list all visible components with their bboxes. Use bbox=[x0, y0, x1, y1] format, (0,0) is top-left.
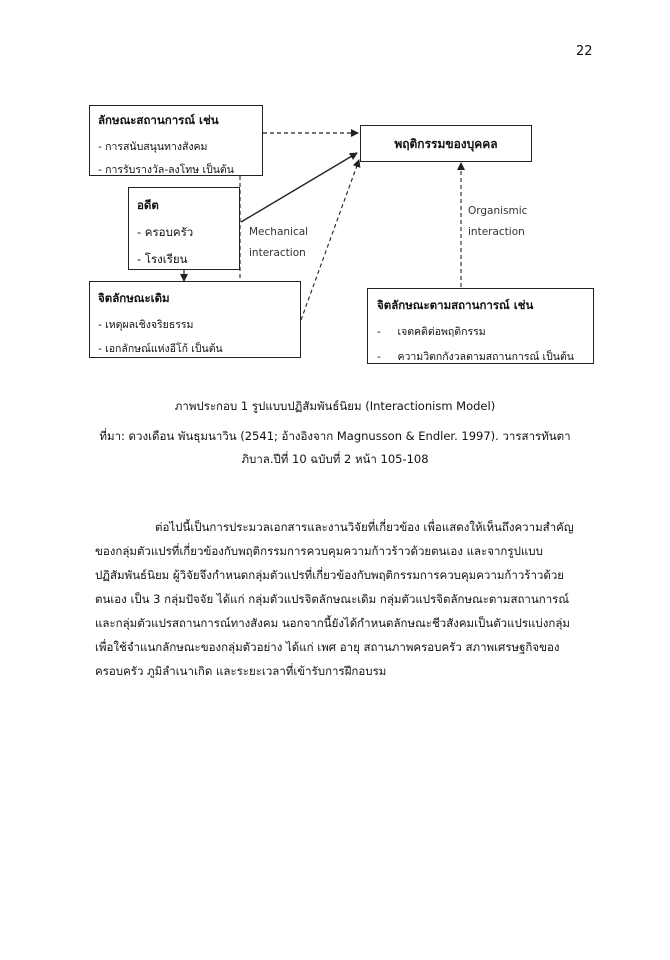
organismic-label-line2: interaction bbox=[468, 226, 525, 238]
paragraph-line: ของกลุ่มตัวแปรที่เกี่ยวข้องกับพฤติกรรมการควบคุมความก้าวร้าวด้วยตนเอง และจากรูปแบบ bbox=[95, 544, 543, 558]
figure-source-line1: ที่มา: ดวงเดือน พันธุมนาวิน (2541; อ้างอิงจาก Magnusson & Endler. 1997). วารสารทันตา bbox=[99, 429, 571, 443]
paragraph-line: และกลุ่มตัวแปรสถานการณ์ทางสังคม นอกจากนี้ยังได้กำหนดลักษณะชีวสังคมเป็นตัวแปรแบ่งกลุ่ม bbox=[95, 616, 570, 630]
figure-caption: ภาพประกอบ 1 รูปแบบปฏิสัมพันธ์นิยม (Interactionism Model) bbox=[174, 399, 496, 413]
paragraph-line: ครอบครัว ภูมิลำเนาเกิด และระยะเวลาที่เข้ารับการฝึกอบรม bbox=[95, 664, 387, 678]
trait-box bbox=[89, 281, 301, 358]
situation-title: ลักษณะสถานการณ์ เช่น bbox=[98, 113, 219, 127]
behavior-box bbox=[360, 125, 532, 162]
paragraph-line: เพื่อใช้จำแนกลักษณะของกลุ่มตัวอย่าง ได้แก่ เพศ อายุ สถานภาพครอบครัว สภาพเศรษฐกิจของ bbox=[95, 640, 560, 654]
state-box bbox=[367, 288, 594, 364]
mechanical-label-line2: interaction bbox=[249, 247, 306, 259]
state-item: - เจตคติต่อพฤติกรรม bbox=[377, 326, 486, 338]
paragraph-line: ตนเอง เป็น 3 กลุ่มปัจจัย ได้แก่ กลุ่มตัวแปรจิตลักษณะเดิม กลุ่มตัวแปรจิตลักษณะตามสถานการณ์ bbox=[95, 592, 570, 606]
state-title: จิตลักษณะตามสถานการณ์ เช่น bbox=[377, 298, 534, 312]
organismic-label-line1: Organismic bbox=[468, 205, 528, 217]
mechanical-label-line1: Mechanical bbox=[249, 226, 309, 238]
paragraph-line: ปฏิสัมพันธ์นิยม ผู้วิจัยจึงกำหนดกลุ่มตัวแปรที่เกี่ยวข้องกับพฤติกรรมการควบคุมความก้าวร้าวด้วย bbox=[95, 568, 565, 582]
paragraph-line: ต่อไปนี้เป็นการประมวลเอกสารและงานวิจัยที่เกี่ยวข้อง เพื่อแสดงให้เห็นถึงความสำคัญ bbox=[155, 520, 574, 534]
situation-box bbox=[89, 105, 263, 176]
trait-item: - เหตุผลเชิงจริยธรรม bbox=[98, 319, 194, 331]
past-item: - โรงเรียน bbox=[137, 252, 188, 266]
trait-title: จิตลักษณะเดิม bbox=[98, 291, 170, 305]
state-item: - ความวิตกกังวลตามสถานการณ์ เป็นต้น bbox=[377, 351, 574, 363]
behavior-title: พฤติกรรมของบุคคล bbox=[394, 137, 498, 151]
past-title: อดีต bbox=[137, 198, 159, 212]
situation-item: - การสนับสนุนทางสังคม bbox=[98, 141, 208, 153]
situation-item: - การรับรางวัล-ลงโทษ เป็นต้น bbox=[98, 164, 234, 176]
page-number: 22 bbox=[576, 44, 593, 59]
arrow-trait-to-behavior bbox=[301, 160, 359, 320]
past-box bbox=[128, 187, 240, 270]
past-item: - ครอบครัว bbox=[137, 225, 194, 239]
trait-item: - เอกลักษณ์แห่งอีโก้ เป็นต้น bbox=[98, 343, 223, 355]
figure-source-line2: ภิบาล.ปีที่ 10 ฉบับที่ 2 หน้า 105-108 bbox=[241, 452, 429, 466]
